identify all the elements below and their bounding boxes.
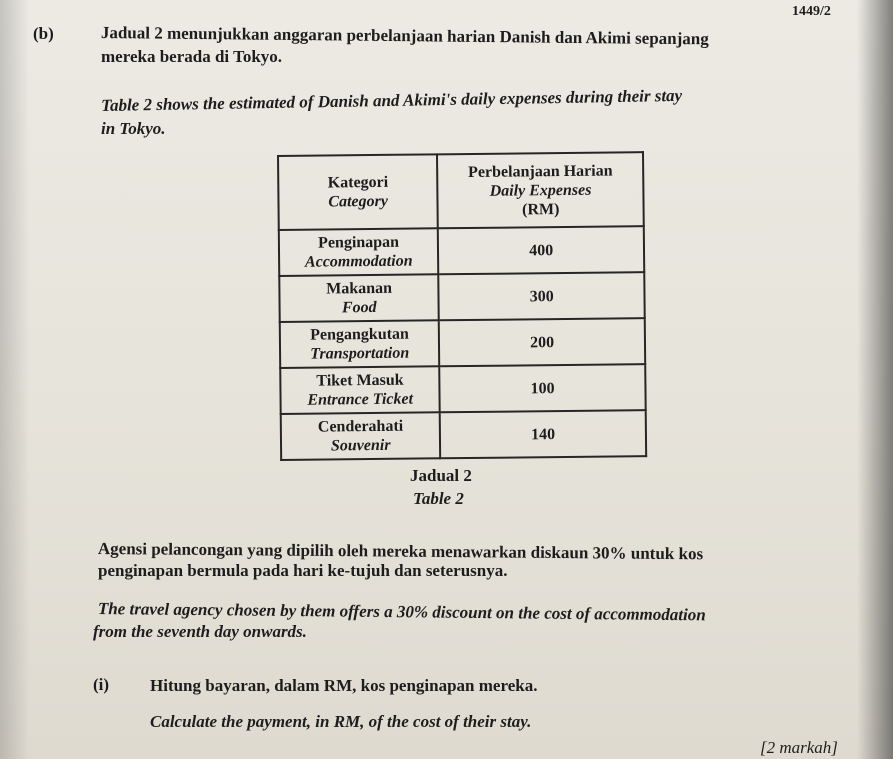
discount-malay-line-2: penginapan bermula pada hari ke-tujuh dan seterusnya. <box>98 561 508 580</box>
part-label: (b) <box>33 24 54 43</box>
header-expenses-english: Daily Expenses <box>489 181 592 200</box>
expense-value: 200 <box>439 318 645 366</box>
category-malay: Cenderahati <box>317 417 404 436</box>
header-category-english: Category <box>328 192 389 211</box>
category-malay: Pengangkutan <box>310 325 409 344</box>
table-row <box>279 226 644 276</box>
subquestion-label: (i) <box>93 675 110 694</box>
category-malay: Makanan <box>326 279 393 298</box>
expense-value: 100 <box>440 364 646 412</box>
header-daily-expenses <box>437 152 643 228</box>
intro-english-line-1: Table 2 shows the estimated of Danish and Akimi's daily expenses during their stay <box>101 85 683 115</box>
table-row <box>280 364 645 414</box>
subquestion-malay: Hitung bayaran, dalam RM, kos penginapan mereka. <box>150 676 538 695</box>
page-shadow-left <box>0 0 30 759</box>
category-english: Accommodation <box>304 252 413 271</box>
marks-label: [2 markah] <box>760 738 838 757</box>
expense-value: 400 <box>438 226 644 274</box>
category-malay: Tiket Masuk <box>316 371 404 390</box>
expense-value: 140 <box>440 410 646 458</box>
intro-malay-line-2: mereka berada di Tokyo. <box>101 47 283 66</box>
table-row <box>281 410 646 460</box>
category-english: Souvenir <box>330 436 391 455</box>
discount-malay-line-1: Agensi pelancongan yang dipilih oleh mereka menawarkan diskaun 30% untuk kos <box>97 539 704 564</box>
discount-english-line-2: from the seventh day onwards. <box>93 622 307 641</box>
table-caption-malay: Jadual 2 <box>410 466 472 485</box>
table-header-row <box>278 152 644 230</box>
table-row <box>280 318 645 368</box>
subquestion-english: Calculate the payment, in RM, of the cost of their stay. <box>150 712 532 731</box>
page-shadow-right <box>857 0 893 759</box>
intro-malay-line-1: Jadual 2 menunjukkan anggaran perbelanjaan harian Danish dan Akimi sepanjang <box>100 23 709 49</box>
header-category-malay: Kategori <box>327 173 389 192</box>
category-english: Entrance Ticket <box>307 390 414 409</box>
expenses-table <box>277 151 647 461</box>
category-cell <box>279 274 439 322</box>
intro-english-line-2: in Tokyo. <box>101 119 166 138</box>
expense-value: 300 <box>439 272 645 320</box>
category-malay: Penginapan <box>318 233 400 252</box>
category-english: Transportation <box>310 344 410 363</box>
header-expenses-malay: Perbelanjaan Harian <box>468 161 613 181</box>
table-caption-english: Table 2 <box>413 489 464 508</box>
category-cell <box>280 320 440 368</box>
category-english: Food <box>341 298 377 317</box>
header-category <box>278 154 438 230</box>
category-cell <box>281 412 441 460</box>
category-cell <box>279 228 439 276</box>
discount-english-line-1: The travel agency chosen by them offers a 30% discount on the cost of accommodation <box>97 599 706 625</box>
page-code: 1449/2 <box>792 4 831 19</box>
category-cell <box>280 366 440 414</box>
table-row <box>279 272 644 322</box>
header-expenses-unit: (RM) <box>521 200 560 218</box>
